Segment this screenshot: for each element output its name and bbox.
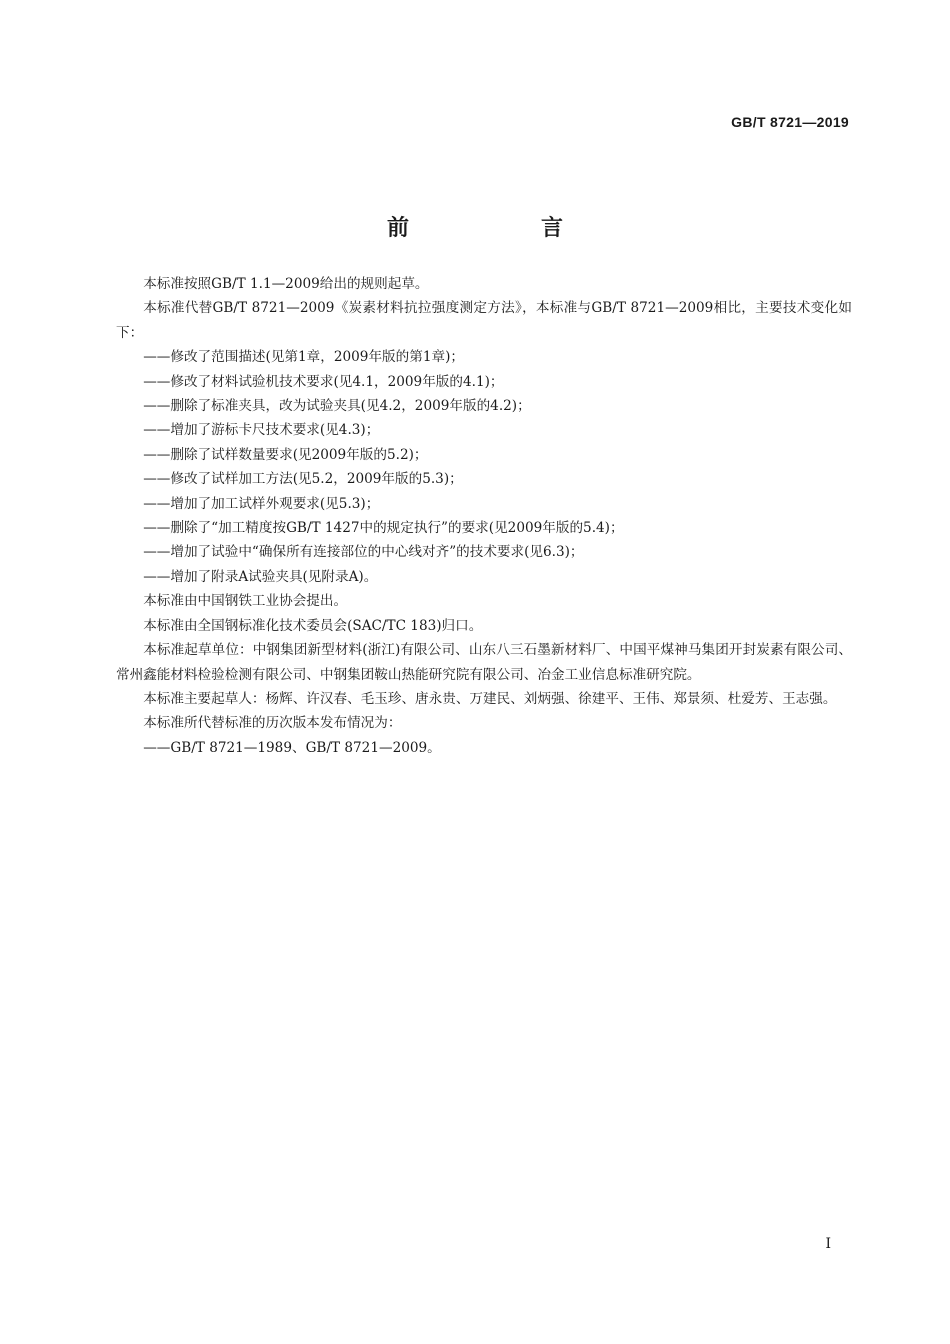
standard-code: GB/T 8721—2019 [731, 114, 849, 130]
change-item: ——增加了游标卡尺技术要求(见4.3)； [143, 422, 380, 439]
change-item: ——增加了附录A试验夹具(见附录A)。 [143, 568, 378, 585]
page-title: 前 言 [386, 215, 618, 241]
paragraph-drafting-rules: 本标准按照GB/T 1.1—2009给出的规则起草。 [143, 276, 429, 292]
paragraph-administered-by: 本标准由全国钢标准化技术委员会(SAC/TC 183)归口。 [143, 617, 483, 634]
foreword-body [116, 272, 852, 760]
page-number: I [825, 1236, 831, 1252]
previous-editions-item: ——GB/T 8721—1989、GB/T 8721—2009。 [143, 739, 441, 756]
change-item: ——删除了试样数量要求(见2009年版的5.2)； [143, 446, 428, 463]
paragraph-drafters: 本标准主要起草人：杨辉、许汉春、毛玉珍、唐永贵、万建民、刘炳强、徐建平、王伟、郑景须、杜爱芳、王志强。 [143, 690, 837, 707]
change-item: ——删除了“加工精度按GB/T 1427中的规定执行”的要求(见2009年版的5.4)； [143, 520, 624, 537]
change-item: ——修改了试样加工方法(见5.2，2009年版的5.3)； [143, 471, 463, 488]
change-item: ——修改了范围描述(见第1章，2009年版的第1章)； [143, 349, 464, 366]
paragraph-previous-editions: 本标准所代替标准的历次版本发布情况为： [143, 715, 402, 732]
paragraph-proposed-by: 本标准由中国钢铁工业协会提出。 [143, 593, 348, 610]
paragraph-drafting-units: 本标准起草单位：中钢集团新型材料(浙江)有限公司、山东八三石墨新材料厂、中国平煤神马集团开封炭素有限公司、常州鑫能材料检验检测有限公司、中钢集团鞍山热能研究院有限公司、冶金工业信息标准研究院。 [116, 642, 852, 683]
change-item: ——增加了加工试样外观要求(见5.3)； [143, 495, 380, 512]
paragraph-replaces-standard: 本标准代替GB/T 8721—2009《炭素材料抗拉强度测定方法》，本标准与GB/T 8721—2009相比，主要技术变化如下： [116, 300, 852, 341]
change-item: ——增加了试验中“确保所有连接部位的中心线对齐”的技术要求(见6.3)； [143, 544, 584, 561]
change-item: ——删除了标准夹具，改为试验夹具(见4.2，2009年版的4.2)； [143, 398, 531, 415]
change-item: ——修改了材料试验机技术要求(见4.1，2009年版的4.1)； [143, 373, 504, 390]
